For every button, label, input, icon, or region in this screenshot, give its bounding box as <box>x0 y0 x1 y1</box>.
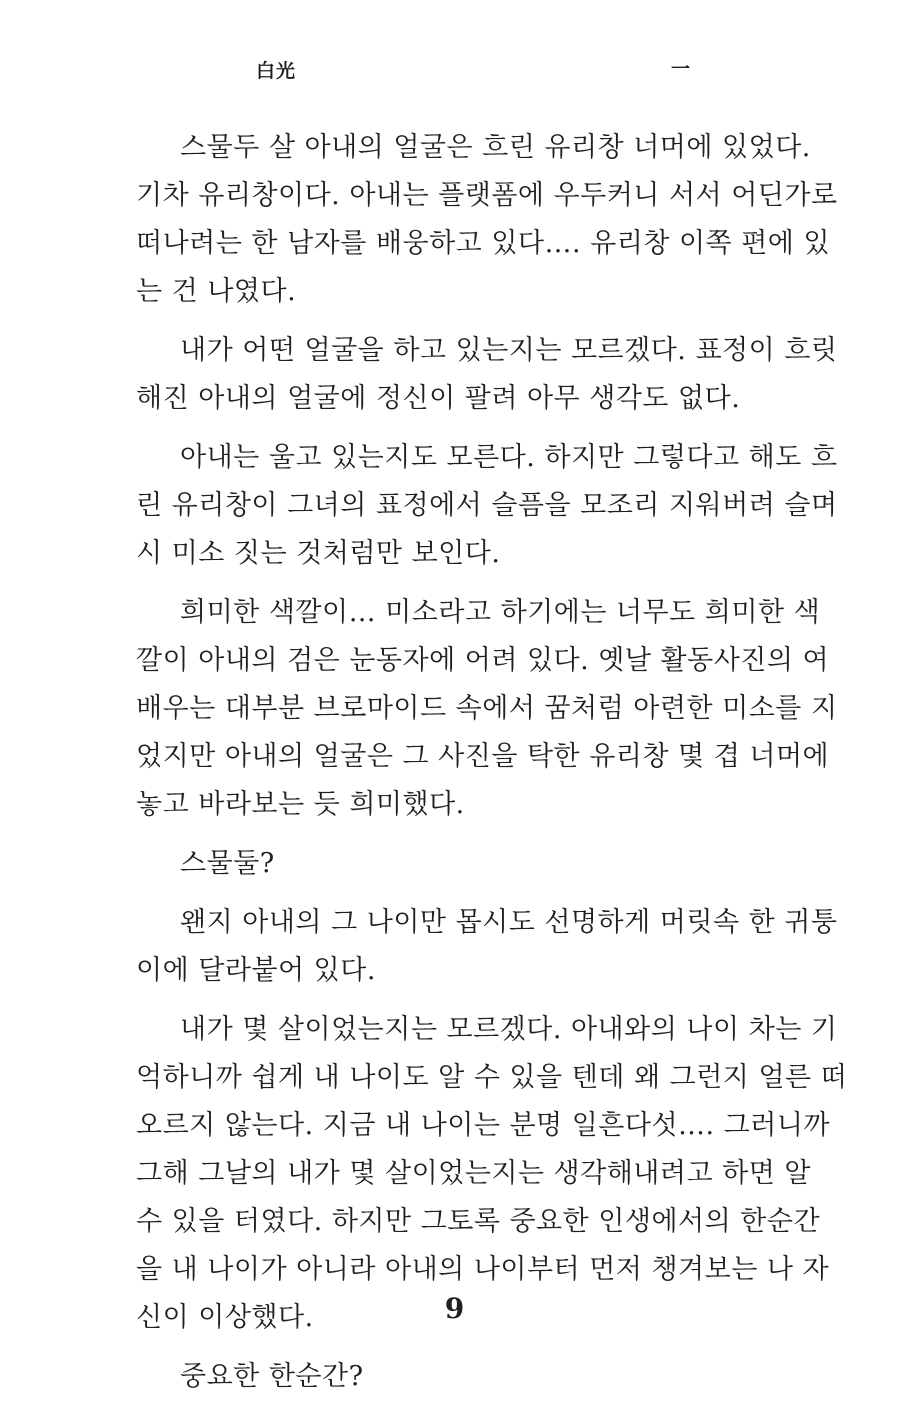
running-header-chapter: 一 <box>671 58 691 80</box>
text-line: 이에 달라붙어 있다. <box>136 955 376 986</box>
text-line: 놓고 바라보는 듯 희미했다. <box>136 789 465 820</box>
text-line: 깔이 아내의 검은 눈동자에 어려 있다. 옛날 활동사진의 여 <box>136 645 830 676</box>
text-line: 스물둘? <box>180 848 275 879</box>
text-line: 억하니까 쉽게 내 나이도 알 수 있을 텐데 왜 그런지 얼른 떠 <box>136 1062 848 1093</box>
text-line: 내가 어떤 얼굴을 하고 있는지는 모르겠다. 표정이 흐릿 <box>180 335 838 366</box>
text-line: 오르지 않는다. 지금 내 나이는 분명 일흔다섯…. 그러니까 <box>136 1110 831 1141</box>
text-line: 그해 그날의 내가 몇 살이었는지는 생각해내려고 하면 알 <box>136 1158 811 1189</box>
text-line: 내가 몇 살이었는지는 모르겠다. 아내와의 나이 차는 기 <box>180 1014 838 1045</box>
text-line: 해진 아내의 얼굴에 정신이 팔려 아무 생각도 없다. <box>136 383 741 414</box>
text-line: 스물두 살 아내의 얼굴은 흐린 유리창 너머에 있었다. <box>180 132 811 163</box>
text-line: 중요한 한순간? <box>180 1361 364 1392</box>
text-line: 신이 이상했다. <box>136 1302 314 1333</box>
text-line: 떠나려는 한 남자를 배웅하고 있다…. 유리창 이쪽 편에 있 <box>136 228 831 259</box>
text-line: 수 있을 터였다. 하지만 그토록 중요한 인생에서의 한순간 <box>136 1206 821 1237</box>
text-line: 기차 유리창이다. 아내는 플랫폼에 우두커니 서서 어딘가로 <box>136 180 838 211</box>
text-line: 었지만 아내의 얼굴은 그 사진을 탁한 유리창 몇 겹 너머에 <box>136 741 830 772</box>
text-line: 을 내 나이가 아니라 아내의 나이부터 먼저 챙겨보는 나 자 <box>136 1254 830 1285</box>
text-line: 아내는 울고 있는지도 모른다. 하지만 그렇다고 해도 흐 <box>180 442 838 473</box>
text-line: 는 건 나였다. <box>136 276 297 307</box>
text-line: 시 미소 짓는 것처럼만 보인다. <box>136 538 501 569</box>
text-line: 배우는 대부분 브로마이드 속에서 꿈처럼 아련한 미소를 지 <box>136 693 838 724</box>
text-line: 왠지 아내의 그 나이만 몹시도 선명하게 머릿속 한 귀퉁 <box>180 907 838 938</box>
body-text <box>136 124 848 1401</box>
text-line: 린 유리창이 그녀의 표정에서 슬픔을 모조리 지워버려 슬며 <box>136 490 838 521</box>
page-number: 9 <box>444 1292 465 1325</box>
running-header-title: 白光 <box>256 60 297 82</box>
text-line: 희미한 색깔이… 미소라고 하기에는 너무도 희미한 색 <box>180 597 821 628</box>
